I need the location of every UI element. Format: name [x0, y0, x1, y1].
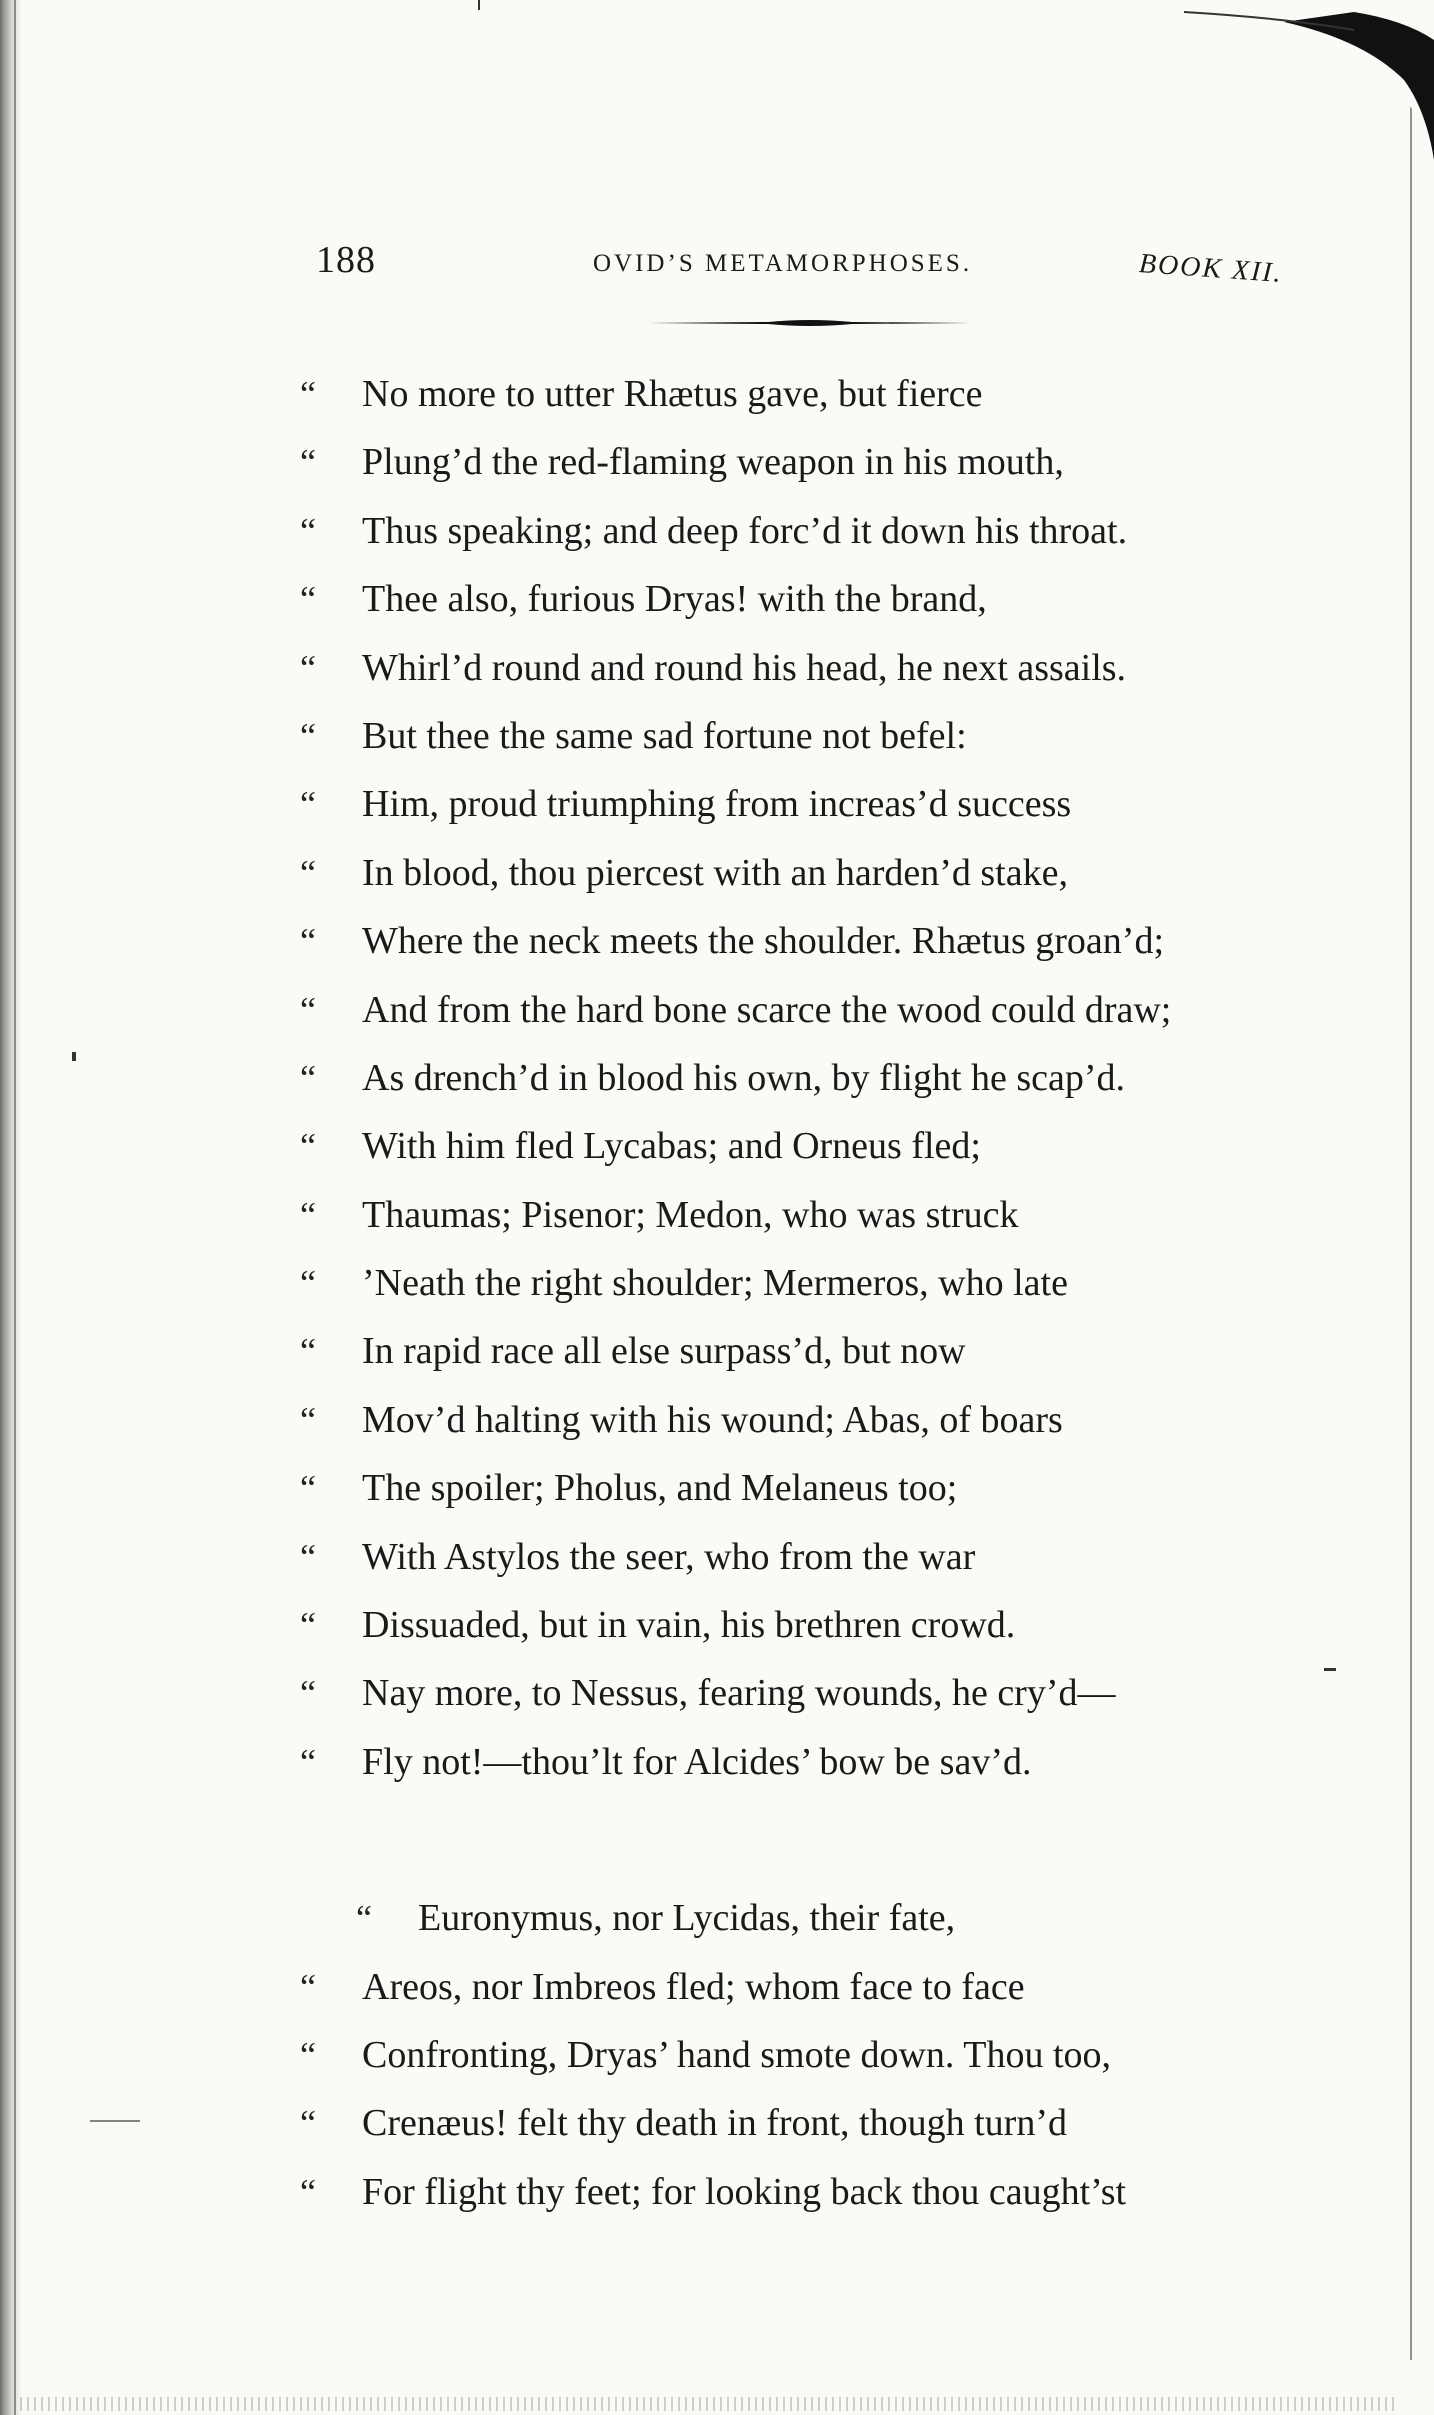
quote-mark: “ [300, 510, 316, 551]
verse-text: For flight thy feet; for looking back thou caught’st [362, 2170, 1127, 2213]
verse-line [300, 2021, 1360, 2089]
verse-text: Confronting, Dryas’ hand smote down. Thou too, [362, 2033, 1112, 2076]
quote-mark: “ [300, 1399, 316, 1440]
verse-line [300, 1249, 1360, 1317]
decorative-rule [648, 318, 972, 328]
verse-line [300, 2089, 1360, 2157]
bottom-speckle-strip [20, 2397, 1394, 2411]
quote-mark: “ [300, 784, 316, 825]
verse-text: Thus speaking; and deep forc’d it down his throat. [362, 509, 1128, 552]
margin-speck [72, 1052, 76, 1061]
verse-text: Whirl’d round and round his head, he next assails. [362, 646, 1127, 689]
verse-text: Nay more, to Nessus, fearing wounds, he cry’d— [362, 1672, 1116, 1715]
verse-line [300, 702, 1360, 770]
verse-line [300, 1884, 1360, 1952]
verse-line [300, 1181, 1360, 1249]
verse-text: With Astylos the seer, who from the war [362, 1535, 976, 1578]
verse-line [300, 1659, 1360, 1727]
verse-text: In rapid race all else surpass’d, but now [362, 1330, 966, 1373]
quote-mark: “ [300, 2103, 316, 2144]
quote-mark: “ [300, 715, 316, 756]
page-corner-fold [1164, 0, 1434, 170]
verse-line [300, 565, 1360, 633]
stanza-1 [300, 360, 1360, 1796]
book-label: BOOK XII. [1137, 248, 1284, 290]
running-title: OVID’S METAMORPHOSES. [593, 250, 973, 277]
margin-speck [90, 2120, 140, 2122]
quote-mark: “ [300, 1966, 316, 2007]
quote-mark: “ [300, 1331, 316, 1372]
verse-line [300, 428, 1360, 496]
margin-speck [478, 0, 480, 10]
verse-line [300, 1591, 1360, 1659]
verse-line [300, 1112, 1360, 1180]
verse-text: Thee also, furious Dryas! with the brand, [362, 578, 987, 621]
verse-text: Thaumas; Pisenor; Medon, who was struck [362, 1193, 1019, 1236]
verse-text: ’Neath the right shoulder; Mermeros, who late [362, 1262, 1068, 1305]
quote-mark: “ [300, 2171, 316, 2212]
quote-mark: “ [300, 2034, 316, 2075]
quote-mark: “ [300, 647, 316, 688]
verse-line [300, 1728, 1360, 1796]
verse-text: As drench’d in blood his own, by flight he scap’d. [362, 1056, 1126, 1099]
verse-line [300, 839, 1360, 907]
verse-text: Plung’d the red-flaming weapon in his mouth, [362, 441, 1064, 484]
quote-mark: “ [300, 921, 316, 962]
quote-mark: “ [300, 989, 316, 1030]
verse-text: But thee the same sad fortune not befel: [362, 714, 967, 757]
quote-mark: “ [300, 1605, 316, 1646]
verse-text: In blood, thou piercest with an harden’d stake, [362, 851, 1068, 894]
quote-mark: “ [300, 442, 316, 483]
quote-mark: “ [300, 1741, 316, 1782]
verse-line [300, 770, 1360, 838]
verse-text: And from the hard bone scarce the wood could draw; [362, 988, 1172, 1031]
verse-line [300, 2158, 1360, 2226]
verse-line [300, 907, 1360, 975]
quote-mark: “ [300, 852, 316, 893]
quote-mark: “ [300, 1126, 316, 1167]
verse-text: Dissuaded, but in vain, his brethren crowd. [362, 1604, 1016, 1647]
verse-line [300, 1454, 1360, 1522]
running-header [316, 238, 1316, 298]
quote-mark: “ [300, 1673, 316, 1714]
quote-mark: “ [300, 1263, 316, 1304]
quote-mark: “ [300, 374, 316, 414]
verse-text: Euronymus, nor Lycidas, their fate, [418, 1897, 956, 1940]
verse-line [300, 976, 1360, 1044]
verse-line [300, 634, 1360, 702]
verse-line [300, 1386, 1360, 1454]
quote-mark: “ [300, 1194, 316, 1235]
quote-mark: “ [300, 1468, 316, 1509]
quote-mark: “ [300, 1057, 316, 1098]
quote-mark: “ [356, 1898, 372, 1939]
verse-line [300, 1317, 1360, 1385]
binding-shadow [0, 0, 22, 2415]
verse-line [300, 497, 1360, 565]
stanza-2 [300, 1884, 1360, 2226]
verse-text: Where the neck meets the shoulder. Rhætus groan’d; [362, 920, 1165, 963]
verse-text: The spoiler; Pholus, and Melaneus too; [362, 1467, 958, 1510]
poem-body [300, 360, 1360, 2226]
verse-line [300, 360, 1360, 428]
verse-text: No more to utter Rhætus gave, but fierce [362, 373, 983, 415]
stanza-break [300, 1796, 1360, 1884]
verse-text: With him fled Lycabas; and Orneus fled; [362, 1125, 981, 1168]
verse-text: Mov’d halting with his wound; Abas, of boars [362, 1398, 1063, 1441]
verse-line [300, 1523, 1360, 1591]
page-right-edge [1410, 60, 1412, 2360]
quote-mark: “ [300, 579, 316, 620]
verse-text: Crenæus! felt thy death in front, though turn’d [362, 2102, 1067, 2145]
margin-speck [1324, 1668, 1336, 1671]
verse-text: Him, proud triumphing from increas’d success [362, 783, 1072, 826]
verse-line [300, 1953, 1360, 2021]
binding-line [14, 0, 16, 2415]
page-number: 188 [316, 239, 376, 281]
verse-text: Areos, nor Imbreos fled; whom face to face [362, 1965, 1025, 2008]
verse-text: Fly not!—thou’lt for Alcides’ bow be sav’d. [362, 1740, 1032, 1783]
quote-mark: “ [300, 1536, 316, 1577]
verse-line [300, 1044, 1360, 1112]
